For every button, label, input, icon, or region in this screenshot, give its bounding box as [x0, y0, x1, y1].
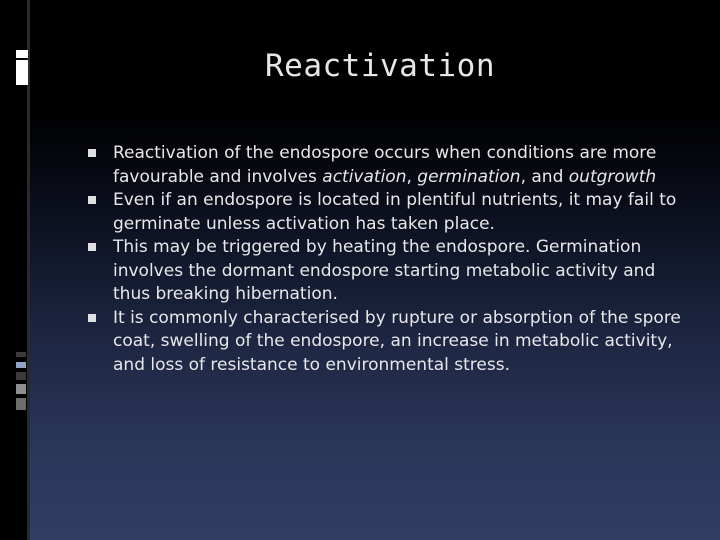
bullet-text-segment: , — [406, 166, 418, 187]
bullet-item — [88, 307, 688, 378]
bullet-text-segment: , and — [520, 166, 569, 187]
bullet-text-italic-segment: activation — [322, 166, 407, 187]
square-bullet-icon — [88, 196, 96, 204]
bullet-text-italic-segment: outgrowth — [568, 166, 657, 187]
bullet-list — [88, 142, 688, 377]
bullet-text-segment: Reactivation of the endospore occurs when conditions are more favourable and involves — [113, 143, 657, 187]
accent-block-3 — [16, 372, 26, 380]
accent-block-top-large — [16, 60, 28, 85]
accent-block-5 — [16, 398, 26, 410]
square-bullet-icon — [88, 314, 96, 322]
slide-title: Reactivation — [265, 48, 495, 84]
bullet-item — [88, 189, 688, 236]
accent-block-4 — [16, 384, 26, 394]
bullet-text: It is commonly characterised by rupture or absorption of the spore coat, swelling of the endospore, an increase in metabolic activity, and loss of resistance to environmental stress. — [113, 307, 681, 375]
bullet-item — [88, 236, 688, 307]
bullet-text: Even if an endospore is located in plentiful nutrients, it may fail to germinate unless activation has taken place. — [113, 190, 677, 234]
accent-block-top-small — [16, 50, 28, 58]
accent-block-1 — [16, 352, 26, 357]
bullet-text — [113, 143, 656, 187]
bullet-text: This may be triggered by heating the endospore. Germination involves the dormant endospore starting metabolic activity and thus breaking hibernation. — [113, 237, 656, 304]
bullet-item — [88, 142, 688, 189]
square-bullet-icon — [88, 243, 96, 251]
accent-block-2 — [16, 362, 26, 368]
bullet-text-italic-segment: germination — [417, 166, 521, 187]
square-bullet-icon — [88, 149, 96, 157]
